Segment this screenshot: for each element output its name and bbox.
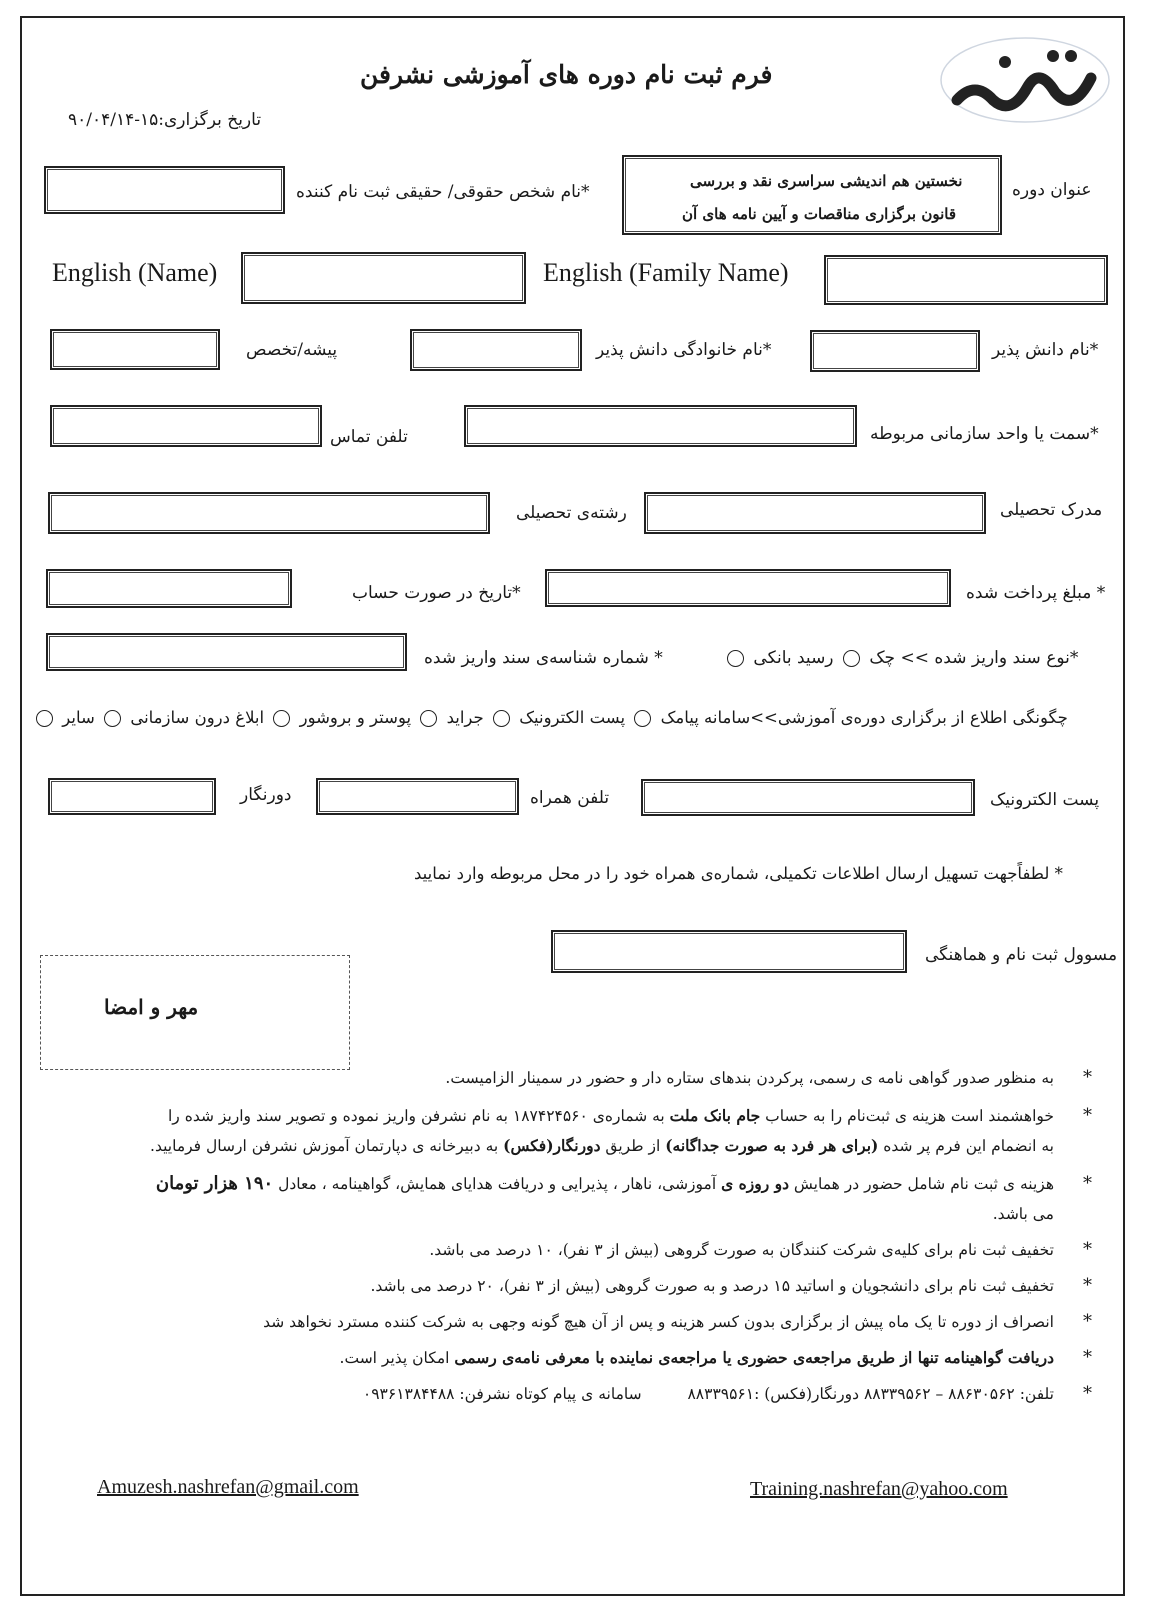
course-title-line2: قانون برگزاری مناقصات و آیین نامه های آن [682, 205, 957, 223]
english-name-label: English (Name) [52, 258, 218, 287]
major-label: رشته‌ی تحصیلی [516, 503, 627, 523]
note-4 [52, 1235, 1092, 1265]
note-5 [52, 1271, 1092, 1301]
student-family-field[interactable] [410, 329, 582, 371]
note-2-part-d: به انضمام این فرم پر شده [878, 1137, 1054, 1155]
note-star: * [1083, 1105, 1092, 1126]
opt-journals-label: جراید [446, 708, 484, 727]
deposit-id-field[interactable] [46, 633, 407, 671]
bank-receipt-label: رسید بانکی [753, 648, 834, 668]
student-family-label: *نام خانوادگی دانش پذیر [596, 340, 772, 360]
radio-bank-receipt[interactable] [727, 650, 744, 667]
contact-phone-field[interactable] [50, 405, 322, 447]
radio-journals[interactable] [420, 710, 437, 727]
note-star: * [1083, 1275, 1092, 1296]
note-3-part-c: آموزشی، ناهار ، پذیرایی و دریافت هدایای همایش، گواهینامه ، معادل [273, 1175, 722, 1193]
note-2-part-a: خواهشمند است هزینه ی ثبت‌نام را به حساب [760, 1107, 1054, 1125]
note-3-price: ۱۹۰ هزار تومان [155, 1173, 274, 1194]
phones-text: تلفن: ۸۸۶۳۰۵۶۲ – ۸۸۳۳۹۵۶۲ دورنگار(فکس) :۸۸۳۳۹۵۶۱ [687, 1385, 1054, 1403]
note-star: * [1083, 1067, 1092, 1088]
email-field[interactable] [641, 779, 975, 816]
mobile-field[interactable] [316, 778, 519, 815]
opt-internal-label: ابلاغ درون سازمانی [130, 708, 265, 727]
note-7 [52, 1343, 1092, 1373]
degree-label: مدرک تحصیلی [1000, 500, 1103, 520]
note-8 [52, 1379, 1092, 1409]
event-date: تاریخ برگزاری:۱۵-۹۰/۰۴/۱۴ [68, 110, 262, 130]
note-3-two-day: دو روزه ی [721, 1174, 789, 1193]
note-star: * [1083, 1383, 1092, 1404]
fax-field[interactable] [48, 778, 216, 815]
note-3-part-a: هزینه ی ثبت نام شامل حضور در همایش [788, 1175, 1054, 1193]
note-star: * [1083, 1347, 1092, 1368]
registrant-name-label: *نام شخص حقوقی/ حقیقی ثبت نام کننده [296, 182, 590, 202]
english-name-field[interactable] [241, 252, 526, 304]
gmail-link[interactable]: Amuzesh.nashrefan@gmail.com [97, 1476, 359, 1498]
notes-section [52, 1063, 1092, 1409]
profession-label: پیشه/تخصص [246, 340, 338, 360]
note-3-part-e: می باشد. [992, 1205, 1054, 1223]
coordinator-label: مسوول ثبت نام و هماهنگی [925, 945, 1118, 965]
note-2-part-h: به دبیرخانه ی دپارتمان آموزش نشرفن ارسال فرمایید. [150, 1137, 504, 1155]
note-star: * [1083, 1311, 1092, 1332]
stamp-label: مهر و امضا [104, 995, 199, 1019]
amount-paid-label: * مبلغ پرداخت شده [966, 583, 1106, 603]
radio-email[interactable] [493, 710, 510, 727]
note-6-text: انصراف از دوره تا یک ماه پیش از برگزاری بدون کسر هزینه و پس از آن هیچ گونه وجهی به شرکت کننده مسترد نخواهد شد [263, 1313, 1054, 1331]
radio-check[interactable] [843, 650, 860, 667]
statement-date-label: *تاریخ در صورت حساب [352, 583, 521, 603]
amount-paid-field[interactable] [545, 569, 951, 607]
sms-text: سامانه ی پیام کوتاه نشرفن: ۰۹۳۶۱۳۸۴۴۸۸ [362, 1385, 642, 1403]
form-title: فرم ثبت نام دوره های آموزشی نشرفن [360, 60, 773, 89]
note-7-part-b: امکان پذیر است. [339, 1349, 455, 1367]
note-7-certificate: دریافت گواهینامه تنها از طریق مراجعه‌ی حضوری یا مراجعه‌ی نماینده با معرفی نامه‌ی رسمی [454, 1348, 1054, 1367]
english-family-label: English (Family Name) [543, 258, 789, 287]
yahoo-link[interactable]: Training.nashrefan@yahoo.com [750, 1478, 1008, 1500]
course-title-label: عنوان دوره [1012, 180, 1092, 200]
deposit-id-label: * شماره شناسه‌ی سند واریز شده [424, 648, 663, 668]
note-star: * [1083, 1173, 1092, 1194]
note-2-part-c: به شماره‌ی ۱۸۷۴۲۴۵۶۰ به نام نشرفن واریز نموده و تصویر سند واریز شده را [168, 1107, 670, 1125]
course-title-line1: نخستین هم اندیشی سراسری نقد و بررسی [690, 172, 963, 190]
course-title-box [622, 155, 1002, 235]
logo [935, 32, 1115, 127]
registrant-name-field[interactable] [44, 166, 285, 214]
student-name-field[interactable] [810, 330, 980, 372]
position-label: *سمت یا واحد سازمانی مربوطه [870, 424, 1099, 444]
note-6 [52, 1307, 1092, 1337]
note-5-text: تخفیف ثبت نام برای دانشجویان و اساتید ۱۵ درصد و به صورت گروهی (بیش از ۳ نفر)، ۲۰ درصد می باشد. [370, 1277, 1054, 1295]
note-2-per-person: (برای هر فرد به صورت جداگانه) [665, 1136, 879, 1155]
how-informed-label: چگونگی اطلاع از برگزاری دوره‌ی آموزشی>>سامانه پیامک [660, 708, 1068, 727]
coordinator-field[interactable] [551, 930, 907, 973]
opt-other-label: سایر [62, 708, 95, 727]
fax-label: دورنگار [240, 785, 292, 805]
email-label: پست الکترونیک [990, 790, 1100, 810]
note-1 [52, 1063, 1092, 1093]
major-field[interactable] [48, 492, 490, 534]
radio-internal[interactable] [104, 710, 121, 727]
note-4-text: تخفیف ثبت نام برای کلیه‌ی شرکت کنندگان به صورت گروهی (بیش از ۳ نفر)، ۱۰ درصد می باشد. [429, 1241, 1054, 1259]
radio-other[interactable] [36, 710, 53, 727]
note-star: * [1083, 1239, 1092, 1260]
deposit-type-label: *نوع سند واریز شده >> چک [869, 648, 1079, 668]
mobile-note: * لطفاًجهت تسهیل ارسال اطلاعات تکمیلی، شماره‌ی همراه خود را در محل مربوطه وارد نمایید [414, 864, 1063, 883]
opt-email-label: پست الکترونیک [519, 708, 626, 727]
note-2-part-f: از طریق [600, 1137, 666, 1155]
degree-field[interactable] [644, 492, 986, 534]
note-3 [52, 1169, 1092, 1229]
opt-poster-label: پوستر و بروشور [299, 708, 412, 727]
student-name-label: *نام دانش پذیر [992, 340, 1099, 360]
english-family-field[interactable] [824, 255, 1108, 305]
radio-poster[interactable] [273, 710, 290, 727]
deposit-type-row [723, 648, 1078, 668]
mobile-label: تلفن همراه [530, 788, 610, 808]
how-informed-row [32, 708, 1068, 727]
contact-phone-label: تلفن تماس [330, 427, 408, 447]
note-2-bank: جام بانک ملت [669, 1106, 761, 1125]
profession-field[interactable] [50, 329, 220, 370]
note-2-fax: دورنگار(فکس) [503, 1136, 601, 1155]
radio-sms[interactable] [634, 710, 651, 727]
note-2 [52, 1101, 1092, 1161]
statement-date-field[interactable] [46, 569, 292, 608]
position-field[interactable] [464, 405, 857, 447]
note-1-text: به منظور صدور گواهی نامه ی رسمی، پرکردن بندهای ستاره دار و حضور در سمینار الزامیست. [445, 1069, 1054, 1087]
